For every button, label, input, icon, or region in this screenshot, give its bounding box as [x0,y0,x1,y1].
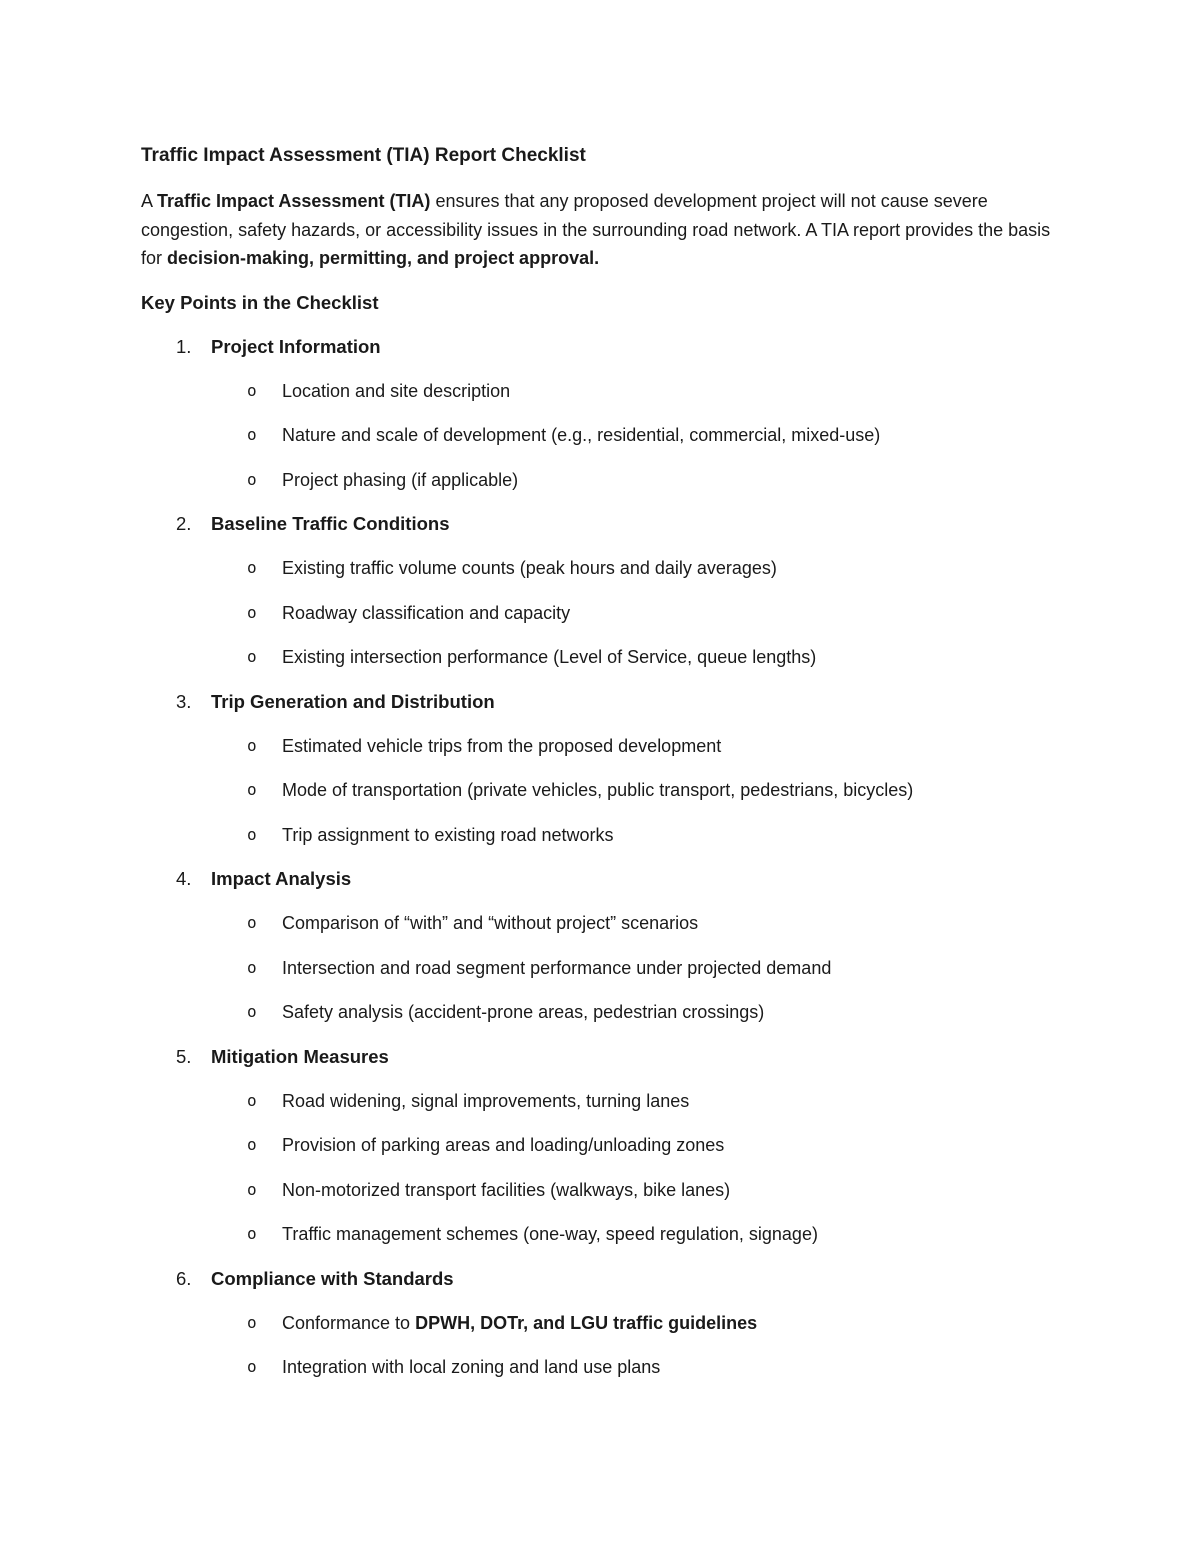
list-item-text: Non-motorized transport facilities (walkways, bike lanes) [282,1179,731,1200]
list-item-text-prefix: Conformance to [282,1312,416,1333]
section-number: 6. [176,1267,192,1289]
checklist-section [141,511,1071,670]
list-item-text: Project phasing (if applicable) [282,469,519,490]
bullet-circle-icon: o [247,380,257,400]
list-item [141,1354,1071,1380]
checklist-section [141,1266,1071,1381]
checklist-section [141,1044,1071,1248]
section-number: 4. [176,868,192,889]
checklist-section [141,689,1071,848]
document-body [141,143,1071,1399]
list-item-text: Safety analysis (accident-prone areas, pedestrian crossings) [282,1002,765,1022]
bullet-circle-icon: o [247,425,257,444]
list-item-text: Intersection and road segment performance under projected demand [282,957,832,978]
section-heading [141,334,1071,360]
list-item-text [282,1310,757,1336]
key-points-heading: Key Points in the Checklist [141,291,379,313]
section-heading [141,689,1071,715]
bullet-circle-icon: o [247,780,257,799]
section-number: 3. [176,690,192,712]
bullet-circle-icon: o [247,957,257,977]
section-title: Impact Analysis [211,868,352,889]
list-item-text-bold: DPWH, DOTr, and LGU traffic guidelines [415,1312,758,1333]
list-item [141,1221,1071,1247]
bullet-circle-icon: o [247,558,257,577]
list-item [141,955,1071,981]
bullet-circle-icon: o [247,913,257,932]
bullet-circle-icon: o [247,1090,257,1110]
list-item [141,910,1071,936]
section-items [141,555,1071,670]
bullet-circle-icon: o [247,602,257,622]
section-heading [141,511,1071,537]
bullet-circle-icon: o [247,735,257,755]
section-heading [141,1266,1071,1292]
list-item [141,1132,1071,1158]
section-items [141,733,1071,848]
document-title: Traffic Impact Assessment (TIA) Report Checklist [141,145,586,166]
section-heading [141,1044,1071,1070]
section-items [141,1088,1071,1248]
list-item [141,822,1071,848]
list-item-text: Trip assignment to existing road networks [282,824,614,845]
section-title: Baseline Traffic Conditions [211,513,450,534]
section-title: Compliance with Standards [211,1267,454,1289]
section-number: 1. [176,335,192,357]
section-items [141,378,1071,493]
list-item [141,600,1071,626]
list-item [141,999,1071,1025]
bullet-circle-icon: o [247,469,257,489]
list-item [141,378,1071,404]
checklist-section [141,866,1071,1025]
intro-bold-decision: decision-making, permitting, and project approval. [167,248,600,268]
intro-text-2: ensures that any proposed development project will not cause severe congestion, safety hazards, or accessibility issues in the surrounding road network. A TIA report provides the basis for [141,191,1051,268]
bullet-circle-icon: o [247,1179,257,1199]
list-item [141,1088,1071,1114]
list-item [141,777,1071,803]
bullet-circle-icon: o [247,1312,257,1332]
list-item [141,555,1071,581]
list-item-text: Existing intersection performance (Level of Service, queue lengths) [282,647,817,667]
list-item [141,733,1071,759]
checklist-section [141,334,1071,493]
bullet-circle-icon: o [247,1224,257,1243]
section-title: Project Information [211,335,381,357]
list-item [141,1177,1071,1203]
bullet-circle-icon: o [247,647,257,666]
list-item-text: Comparison of “with” and “without project” scenarios [282,913,699,933]
intro-bold-tia: Traffic Impact Assessment (TIA) [157,191,431,211]
list-item-text: Existing traffic volume counts (peak hours and daily averages) [282,558,777,578]
bullet-circle-icon: o [247,1002,257,1021]
section-number: 2. [176,513,192,534]
intro-text-1: A [141,191,158,211]
list-item-text: Location and site description [282,380,511,401]
list-item-text: Traffic management schemes (one-way, speed regulation, signage) [282,1224,818,1244]
list-item-text: Mode of transportation (private vehicles, public transport, pedestrians, bicycles) [282,780,914,800]
section-number: 5. [176,1045,192,1067]
list-item-text: Roadway classification and capacity [282,602,571,623]
section-title: Trip Generation and Distribution [211,690,495,712]
section-heading [141,866,1071,892]
bullet-circle-icon: o [247,1135,257,1154]
bullet-circle-icon: o [247,1357,257,1376]
list-item-text: Nature and scale of development (e.g., residential, commercial, mixed-use) [282,425,881,445]
checklist-sections [141,334,1071,1381]
list-item [141,1310,1071,1336]
section-items [141,1310,1071,1381]
intro-paragraph [141,187,1071,273]
list-item-text: Estimated vehicle trips from the proposed development [282,735,722,756]
list-item [141,467,1071,493]
list-item-text: Road widening, signal improvements, turning lanes [282,1090,690,1111]
list-item-text: Integration with local zoning and land use plans [282,1357,661,1377]
section-title: Mitigation Measures [211,1045,389,1067]
section-items [141,910,1071,1025]
list-item [141,644,1071,670]
list-item [141,422,1071,448]
bullet-circle-icon: o [247,824,257,844]
list-item-text: Provision of parking areas and loading/unloading zones [282,1135,725,1155]
